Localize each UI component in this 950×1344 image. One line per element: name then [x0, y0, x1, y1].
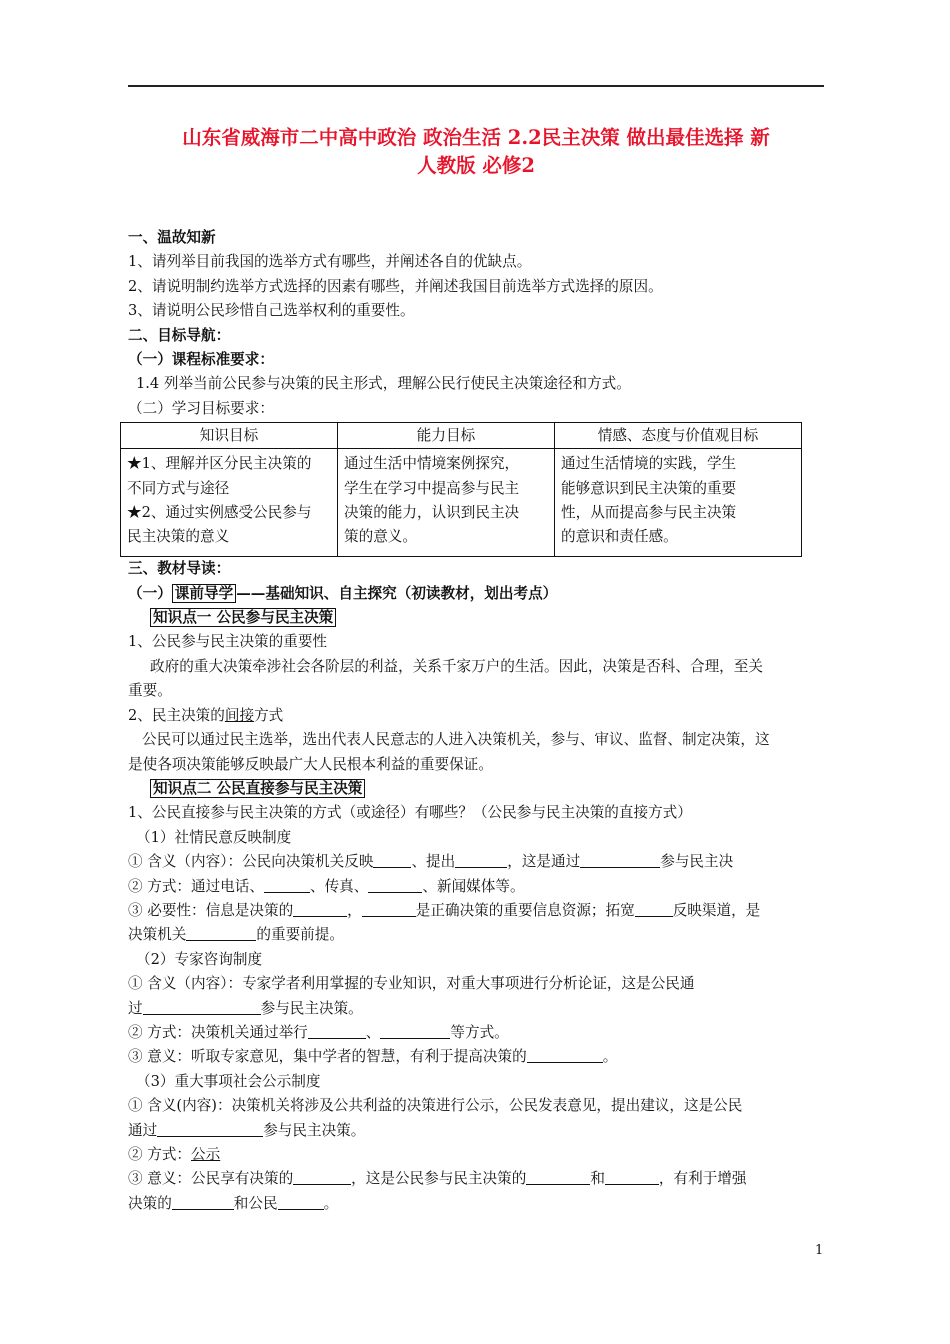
title-line-2: 人教版 必修2	[417, 154, 535, 177]
ability-goal-cell	[338, 449, 555, 557]
k2-question: 1、公民直接参与民主决策的方式（或途径）有哪些？（公民参与民主决策的直接方式）	[128, 804, 692, 822]
cell-line: 性，从而提高参与民主决策	[561, 504, 737, 522]
cell-line: 通过生活中情境案例探究，	[344, 455, 520, 473]
text: 、新闻媒体等。	[422, 877, 525, 895]
fill-blank[interactable]	[186, 926, 256, 941]
k1-paragraph-1a: 政府的重大决策牵涉社会各阶层的利益，关系千家万户的生活。因此，决策是否科、合理，至关	[150, 657, 763, 675]
method-2-line-2	[128, 997, 824, 1021]
cell-line: 不同方式与途径	[127, 479, 230, 497]
k1-paragraph-2b: 是使各项决策能够反映最广大人民根本利益的重要保证。	[128, 755, 493, 773]
text: 。	[323, 1194, 339, 1212]
text: ，	[347, 901, 362, 919]
header-attitude-goal: 情感、态度与价值观目标	[555, 423, 802, 449]
knowledge-point-1-box: 知识点一 公民参与民主决策	[150, 608, 336, 627]
pre-study-heading	[128, 582, 824, 606]
text: 等方式。	[450, 1023, 509, 1041]
pre-study-box: 课前导学	[172, 584, 236, 603]
method-3-heading: （3）重大事项社会公示制度	[136, 1072, 321, 1090]
fill-blank[interactable]	[293, 902, 347, 917]
review-question-2: 2、请说明制约选举方式选择的因素有哪些，并阐述我国目前选举方式选择的原因。	[128, 277, 663, 295]
fill-blank[interactable]	[264, 878, 310, 893]
fill-blank[interactable]	[580, 853, 660, 868]
title-line-1: 山东省威海市二中高中政治 政治生活 2.2民主决策 做出最佳选择 新	[182, 126, 770, 149]
learning-goals-table	[120, 422, 802, 557]
curriculum-standard-text: 1.4 列举当前公民参与决策的民主形式，理解公民行使民主决策途径和方式。	[136, 375, 631, 393]
text: ③ 意义：听取专家意见，集中学者的智慧，有利于提高决策的	[128, 1048, 527, 1066]
fill-blank[interactable]	[455, 853, 507, 868]
method-1-line-1	[128, 850, 824, 874]
fill-blank[interactable]	[308, 1024, 366, 1039]
attitude-goal-cell	[555, 449, 802, 557]
text: 的重要前提。	[256, 926, 344, 944]
fill-blank[interactable]	[605, 1170, 659, 1185]
method-3-line-4	[128, 1167, 824, 1191]
text: 、传真、	[309, 877, 369, 895]
cell-line: 学生在学习中提高参与民主	[344, 479, 520, 497]
table-row	[121, 449, 802, 557]
k1-paragraph-1b: 重要。	[128, 682, 172, 700]
knowledge-point-2	[128, 777, 824, 801]
document-title	[120, 124, 832, 180]
section-1-heading: 一、温故知新	[128, 229, 216, 246]
underlined-text: 间接	[224, 706, 255, 724]
text: 。	[602, 1048, 618, 1066]
fill-blank[interactable]	[526, 1170, 590, 1185]
text: ② 方式：	[128, 1146, 192, 1163]
text: 是正确决策的重要信息资源；拓宽	[415, 901, 635, 919]
fill-blank[interactable]	[368, 878, 422, 893]
method-1-heading: （1）社情民意反映制度	[136, 828, 292, 846]
fill-blank[interactable]	[380, 1024, 450, 1039]
knowledge-point-1	[128, 606, 824, 630]
table-header-row	[121, 423, 802, 449]
k1-paragraph-2a: 公民可以通过民主选举，选出代表人民意志的人进入决策机关，参与、审议、监督、制定决策，这	[142, 731, 770, 749]
method-2-line-1: ① 含义（内容）：专家学者利用掌握的专业知识，对重大事项进行分析论证，这是公民通	[128, 975, 695, 993]
fill-blank[interactable]	[362, 902, 416, 917]
text: 决策的	[128, 1194, 172, 1212]
fill-blank[interactable]	[635, 902, 673, 917]
cell-line: 能够意识到民主决策的重要	[561, 479, 737, 497]
underlined-text: 公示	[191, 1146, 221, 1163]
knowledge-point-2-box: 知识点二 公民直接参与民主决策	[150, 779, 365, 798]
method-1-line-4	[128, 923, 824, 947]
review-question-3: 3、请说明公民珍惜自己选举权利的重要性。	[128, 302, 415, 320]
cell-line: 通过生活情境的实践，学生	[561, 455, 737, 473]
method-2-line-4	[128, 1045, 824, 1069]
k1-item-1: 1、公民参与民主决策的重要性	[128, 633, 328, 651]
text: ① 含义（内容）：公民向决策机关反映	[128, 853, 374, 871]
text: ③ 必要性：信息是决策的	[128, 901, 294, 919]
header-rule	[128, 85, 824, 87]
text: 和公民	[233, 1194, 278, 1212]
text: ② 方式：决策机关通过举行	[128, 1023, 308, 1041]
page-number: 1	[815, 1243, 824, 1258]
cell-line: 策的意义。	[344, 528, 417, 546]
text: 、提出	[411, 853, 456, 871]
fill-blank[interactable]	[157, 1122, 263, 1137]
text: ，有利于增强	[658, 1170, 747, 1188]
cell-line: ★2、通过实例感受公民参与	[127, 504, 312, 522]
method-3-line-1: ① 含义(内容)：决策机关将涉及公共利益的决策进行公示，公民发表意见，提出建议，这是公民	[128, 1097, 743, 1115]
cell-line: ★1、理解并区分民主决策的	[127, 455, 312, 473]
method-2-heading: （2）专家咨询制度	[136, 950, 263, 968]
text: 反映渠道，是	[672, 901, 761, 919]
text: 2、民主决策的	[128, 706, 225, 724]
method-2-line-3	[128, 1021, 824, 1045]
text: ，这是通过	[507, 853, 581, 871]
text: 方式	[254, 706, 284, 724]
text: ③ 意义：公民享有决策的	[128, 1170, 294, 1188]
text: ② 方式：通过电话、	[128, 877, 264, 895]
method-3-line-3	[128, 1143, 824, 1167]
section-3-heading: 三、教材导读：	[128, 560, 231, 578]
text: 过	[128, 999, 143, 1017]
method-1-line-2	[128, 875, 824, 899]
cell-line: 的意识和责任感。	[561, 528, 678, 546]
review-question-1: 1、请列举目前我国的选举方式有哪些，并阐述各自的优缺点。	[128, 253, 532, 271]
section-2-heading: 二、目标导航：	[128, 326, 231, 344]
cell-line: 民主决策的意义	[127, 528, 230, 546]
text: 和	[590, 1170, 605, 1188]
text: 参与民主决	[660, 853, 734, 871]
k1-item-2	[128, 704, 824, 728]
text: 参与民主决策。	[260, 999, 363, 1017]
text: 通过	[128, 1121, 158, 1139]
method-1-line-3	[128, 899, 824, 923]
fill-blank[interactable]	[172, 1195, 234, 1210]
header-knowledge-goal: 知识目标	[121, 423, 338, 449]
fill-blank[interactable]	[278, 1195, 324, 1210]
fill-blank[interactable]	[293, 1170, 351, 1185]
text: 决策机关	[128, 926, 187, 944]
cell-line: 决策的能力，认识到民主决	[344, 504, 520, 522]
learning-goals-heading: （二）学习目标要求：	[128, 399, 274, 417]
document-body	[128, 226, 824, 1216]
pre-study-suffix: ——基础知识、自主探究（初读教材，划出考点）	[236, 584, 558, 602]
fill-blank[interactable]	[143, 1000, 261, 1015]
curriculum-standard-heading: （一）课程标准要求：	[128, 351, 274, 369]
fill-blank[interactable]	[527, 1048, 603, 1063]
knowledge-goal-cell	[121, 449, 338, 557]
text: ，这是公民参与民主决策的	[351, 1170, 527, 1188]
text: 参与民主决策。	[263, 1121, 366, 1139]
header-ability-goal: 能力目标	[338, 423, 555, 449]
text: 、	[365, 1023, 381, 1041]
method-3-line-2	[128, 1119, 824, 1143]
fill-blank[interactable]	[373, 853, 411, 868]
method-3-line-5	[128, 1192, 824, 1216]
pre-study-prefix: （一）	[128, 584, 172, 602]
